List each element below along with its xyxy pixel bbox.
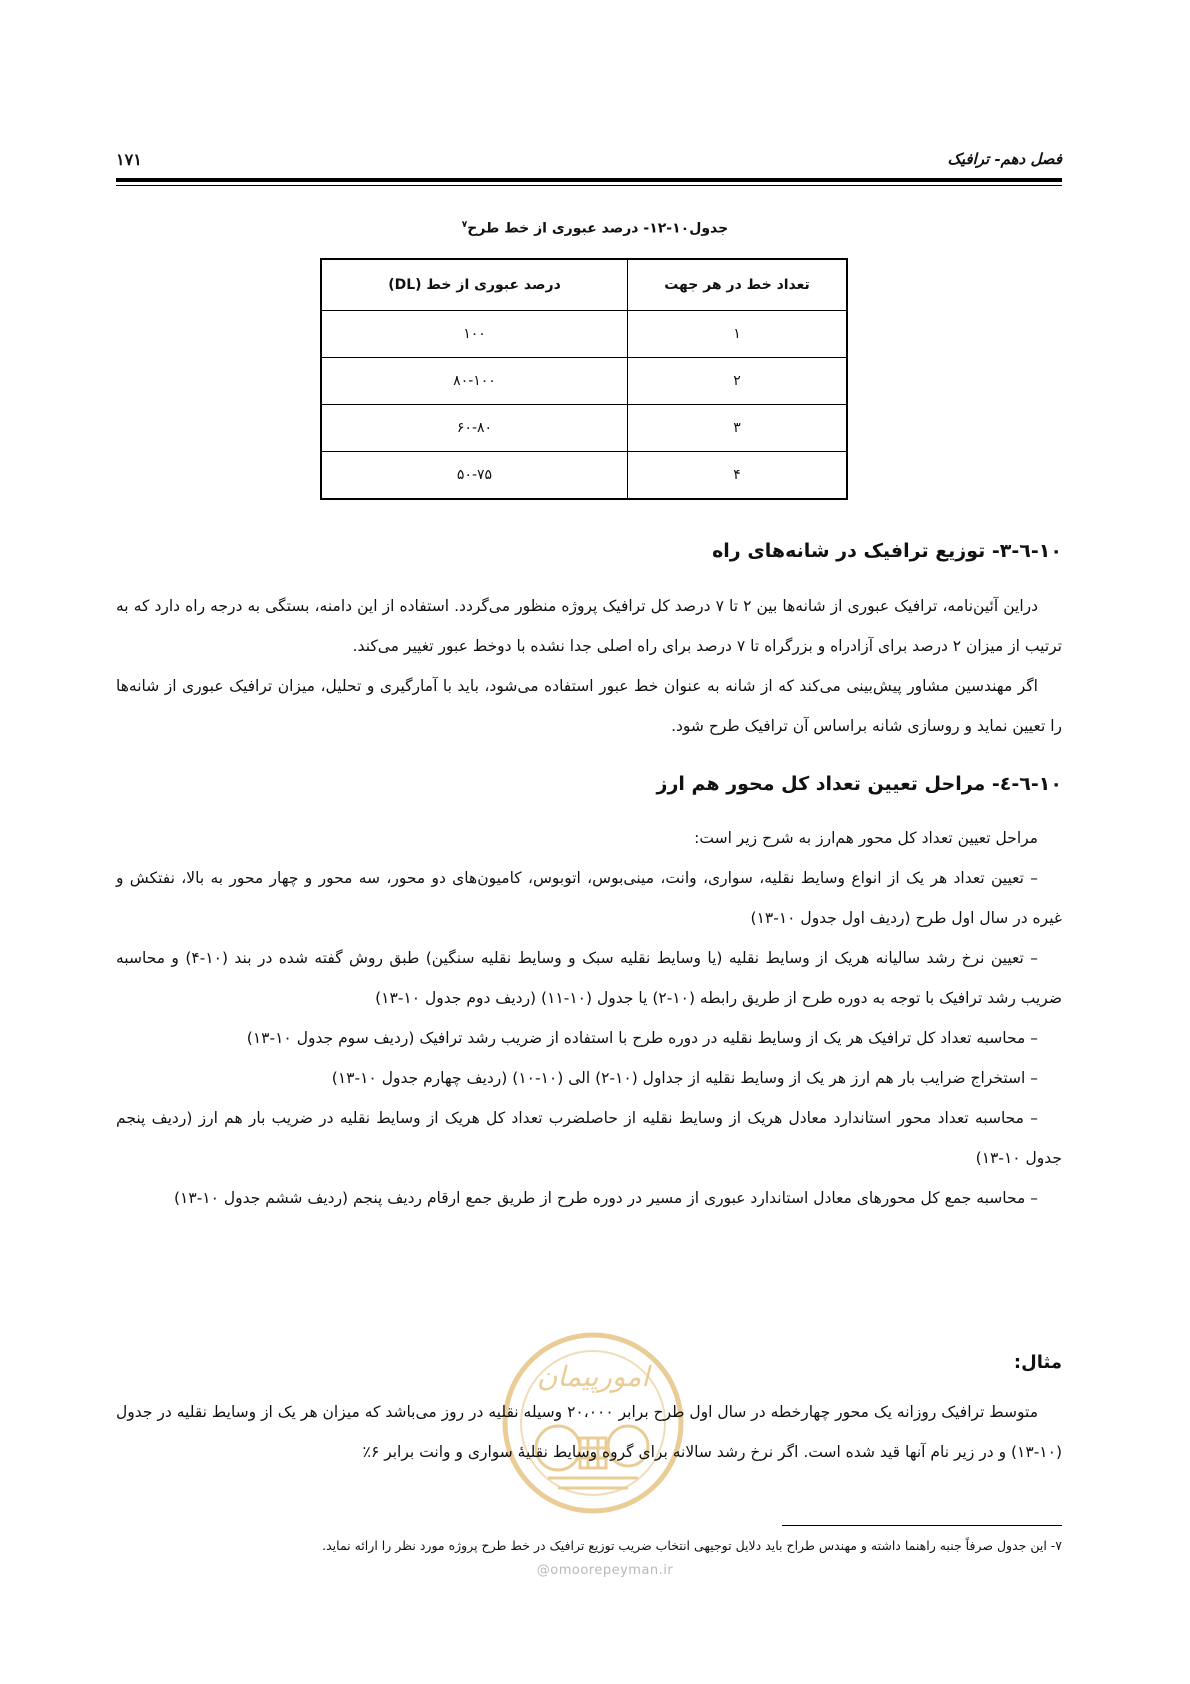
footnote: ۷- این جدول صرفاً جنبه راهنما داشته و مهندس طراح باید دلایل توجیهی انتخاب ضریب توزیع ترافیک در خط طرح پروژه مورد نظر را ارائه نماید. [322,1538,1062,1553]
list-item: – محاسبه جمع کل محورهای معادل استاندارد عبوری از مسیر در دوره طرح از طریق جمع ارقام ردیف پنجم (ردیف ششم جدول ۱۰-۱۳) [173,1189,1038,1207]
paragraph: اگر مهندسین مشاور پیش‌بینی می‌کند که از شانه به عنوان خط عبور استفاده می‌شود، باید با آمارگیری و تحلیل، میزان ترافیک عبوری از شانه‌ها را تعیین نماید و روسازی شانه براساس آن ترافیک طرح شود. [116,677,1062,735]
list-item: – محاسبه تعداد محور استاندارد معادل هریک از وسایط نقلیه از حاصلضرب تعداد کل هریک از وسایط نقلیه در ضریب بار هم ارز (ردیف پنجم جدول ۱۰-۱۳) [116,1109,1062,1167]
paragraph-intro: مراحل تعیین تعداد کل محور هم‌ارز به شرح زیر است: [694,829,1038,847]
page-header [116,146,1062,176]
header-rule-thin [116,185,1062,186]
paragraph-example: متوسط ترافیک روزانه یک محور چهارخطه در سال اول طرح برابر ۲۰،۰۰۰ وسیله نقلیه در روز می‌باشد که میزان هر یک از وسایط نقلیه در جدول (۱۰-۱۳) و در زیر نام آنها قید شده است. اگر نرخ رشد سالانه برای گروه وسایط نقلیهٔ سواری و وانت برابر ۶٪ [116,1403,1062,1461]
footnote-rule [782,1525,1062,1526]
table-row [321,452,847,500]
table-header-row [321,259,847,311]
table-caption-text: جدول۱۰-۱۲- درصد عبوری از خط طرح [467,220,729,237]
table-row [321,405,847,452]
footnote-ref: ۷ [461,220,468,230]
table-cell: ۵۰-۷۵ [321,452,628,500]
list-item: – استخراج ضرایب بار هم ارز هر یک از وسایط نقلیه از جداول (۱۰-۲) الی (۱۰-۱۰) (ردیف چهارم جدول ۱۰-۱۳) [331,1069,1038,1087]
list-item: – تعیین نرخ رشد سالیانه هریک از وسایط نقلیه (یا وسایط نقلیه سبک و وسایط نقلیه سنگین) طبق روش گفته شده در بند (۱۰-۴) و محاسبه ضریب رشد ترافیک با توجه به دوره طرح از طریق رابطه (۱۰-۲) یا جدول (۱۰-۱۱) (ردیف دوم جدول ۱۰-۱۳) [116,949,1062,1007]
table-cell: ۶۰-۸۰ [321,405,628,452]
page-number: ۱۷۱ [116,150,142,169]
section-heading-equivalent-axles: ۱۰-٦-٤- مراحل تعیین تعداد کل محور هم ارز [656,773,1062,795]
list-item: – محاسبه تعداد کل ترافیک هر یک از وسایط نقلیه در دوره طرح با استفاده از ضریب رشد ترافیک (ردیف سوم جدول ۱۰-۱۳) [246,1029,1038,1047]
table-cell: ۳ [628,405,848,452]
table-cell: ۲ [628,358,848,405]
column-header-lanes: تعداد خط در هر جهت [628,259,848,311]
table-row [321,311,847,358]
table-cell: ۴ [628,452,848,500]
example-label: مثال: [1013,1352,1062,1373]
watermark-url: @omoorepeyman.ir [536,1563,674,1578]
table-cell: ۱۰۰ [321,311,628,358]
section-heading-shoulder-traffic: ۱۰-٦-۳- توزیع ترافیک در شانه‌های راه [712,540,1062,562]
table-caption [320,220,870,237]
column-header-percent: درصد عبوری از خط (DL) [321,259,628,311]
paragraph: دراین آئین‌نامه، ترافیک عبوری از شانه‌ها بین ۲ تا ۷ درصد کل ترافیک پروژه منظور می‌گردد. استفاده از این دامنه، بستگی به درجه راه دارد که به ترتیب از میزان ۲ درصد برای آزادراه و بزرگراه تا ۷ درصد برای راه اصلی جدا نشده با دوخط عبور تغییر می‌کند. [116,597,1062,655]
table-cell: ۸۰-۱۰۰ [321,358,628,405]
chapter-title: فصل دهم- ترافیک [947,150,1062,168]
table-row [321,358,847,405]
lane-distribution-table [320,258,848,500]
list-item: – تعیین تعداد هر یک از انواع وسایط نقلیه، سواری، وانت، مینی‌بوس، اتوبوس، کامیون‌های دو محور، سه محور و چهار محور به بالا، نفتکش و غیره در سال اول طرح (ردیف اول جدول ۱۰-۱۳) [116,869,1062,927]
table-cell: ۱ [628,311,848,358]
header-rule [116,178,1062,182]
svg-text:امورپیمان: امورپیمان [536,1360,650,1393]
